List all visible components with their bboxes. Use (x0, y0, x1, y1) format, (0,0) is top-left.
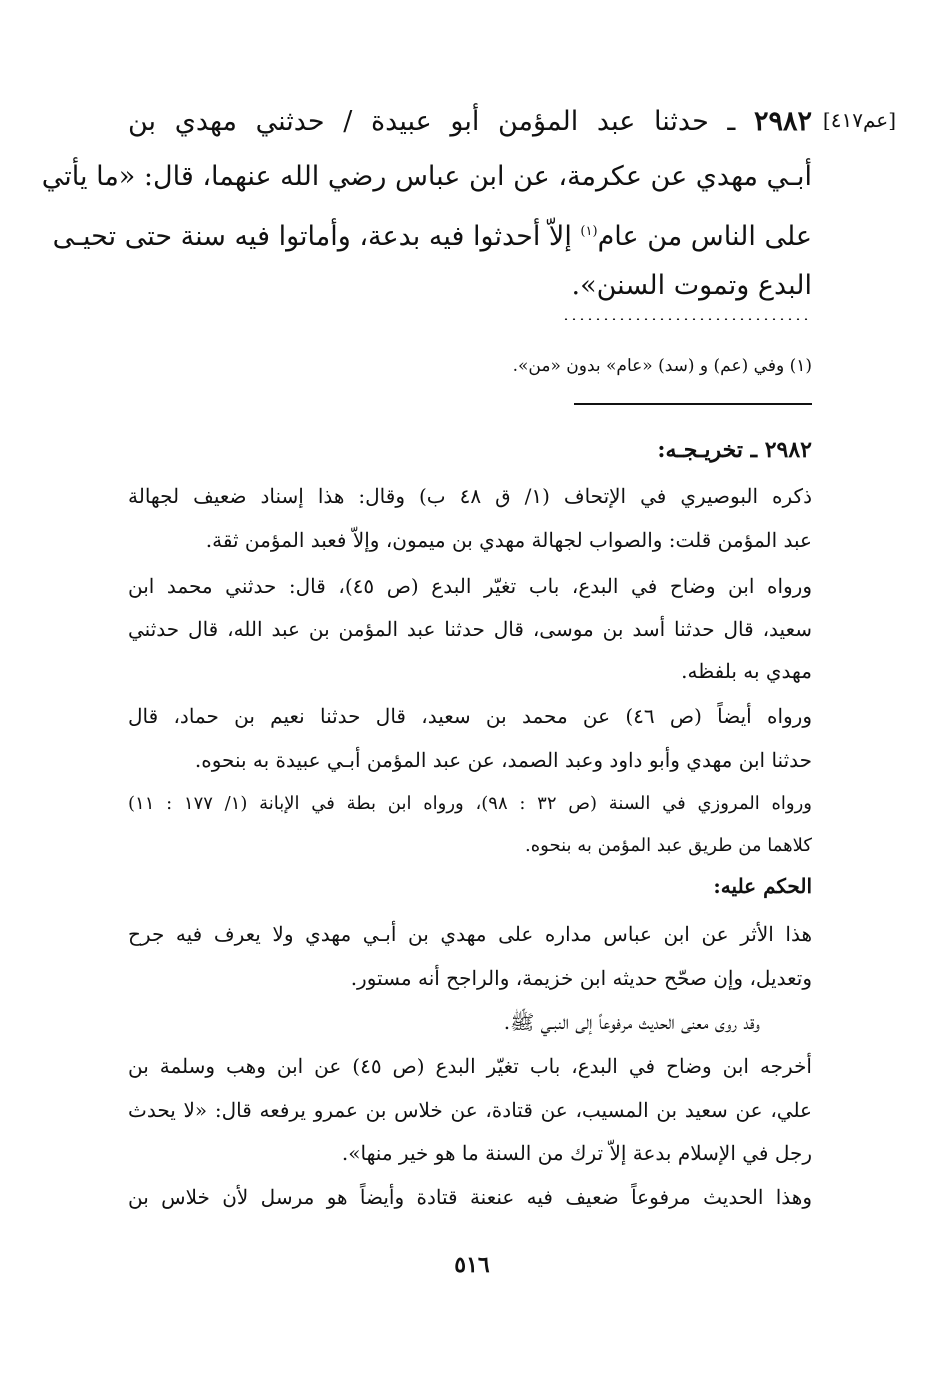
takhrij-line: ورواه المروزي في السنة (ص ٣٢ : ٩٨)، ورواه ابن بطة في الإبانة (١/ ١٧٧ : ١١) (128, 793, 812, 814)
main-text-line-4: البدع وتموت السنن». (571, 270, 812, 301)
takhrij-line: ذكره البوصيري في الإتحاف (١/ ق ٤٨ ب) وقال: هذا إسناد ضعيف لجهالة (128, 484, 812, 508)
hukm-line: هذا الأثر عن ابن عباس مداره على مهدي بن أبـي مهدي ولا يعرف فيه جرح (128, 922, 812, 946)
takhrij-line: ورواه أيضاً (ص ٤٦) عن محمد بن سعيد، قال حدثنا نعيم بن حماد، قال (128, 704, 812, 728)
main-text-line-2: أبـي مهدي عن عكرمة، عن ابن عباس رضي الله عنهما، قال: «ما يأتي (41, 161, 812, 192)
dotted-separator (562, 318, 812, 320)
takhrij-line: ورواه ابن وضاح في البدع، باب تغيّر البدع (ص ٤٥)، قال: حدثني محمد ابن (128, 574, 812, 598)
hadith-number: ٢٩٨٢ (753, 106, 812, 137)
hukm-line: وتعديل، وإن صحّح حديثه ابن خزيمة، والراجح أنه مستور. (350, 966, 812, 990)
margin-marker: [عم٤١٧] (822, 108, 896, 132)
takhrij-line: كلاهما من طريق عبد المؤمن به بنحوه. (525, 835, 812, 856)
hukm-line: وهذا الحديث مرفوعاً ضعيف فيه عنعنة قتادة وأيضاً هو مرسل لأن خلاس بن (128, 1185, 812, 1209)
footnote: (١) وفي (عم) و (سد) «عام» بدون «من». (512, 356, 812, 376)
main-text-line-1 (128, 96, 812, 148)
hukm-heading: الحكم عليه: (713, 874, 812, 898)
takhrij-line: مهدي به بلفظه. (681, 659, 812, 683)
takhrij-heading: ٢٩٨٢ ـ تخريـجـه: (657, 437, 812, 463)
takhrij-line: سعيد، قال حدثنا أسد بن موسى، قال حدثنا عبد المؤمن بن عبد الله، قال حدثني (128, 617, 812, 641)
hukm-line: وقد روى معنى الحديث مرفوعاً إلى النبـي ﷺ. (503, 1010, 760, 1034)
main-text-line-3 (52, 206, 812, 263)
takhrij-line: حدثنا ابن مهدي وأبو داود وعبد الصمد، عن عبد المؤمن أبـي عبيدة به بنحوه. (194, 748, 812, 772)
section-rule (574, 403, 812, 405)
takhrij-line: عبد المؤمن قلت: والصواب لجهالة مهدي بن ميمون، وإلاّ فعبد المؤمن ثقة. (205, 528, 812, 552)
hukm-line: رجل في الإسلام بدعة إلاّ ترك من السنة ما هو خير منها». (341, 1141, 812, 1165)
main-line-1-text: ـ حدثنا عبد المؤمن أبو عبيدة / حدثني مهدي بن (128, 106, 736, 137)
hukm-line: علي، عن سعيد بن المسيب، عن قتادة، عن خلاس بن عمرو يرفعه قال: «لا يحدث (128, 1098, 812, 1122)
main-line-3-b: إلاّ أحدثوا فيه بدعة، وأماتوا فيه سنة حتى تحيـى (52, 221, 581, 252)
footnote-ref: (١) (580, 224, 598, 239)
page-number: ٥١٦ (454, 1252, 490, 1278)
hukm-line: أخرجه ابن وضاح في البدع، باب تغيّر البدع (ص ٤٥) عن ابن وهب وسلمة بن (128, 1054, 812, 1078)
main-line-3-a: على الناس من عام (597, 221, 812, 252)
